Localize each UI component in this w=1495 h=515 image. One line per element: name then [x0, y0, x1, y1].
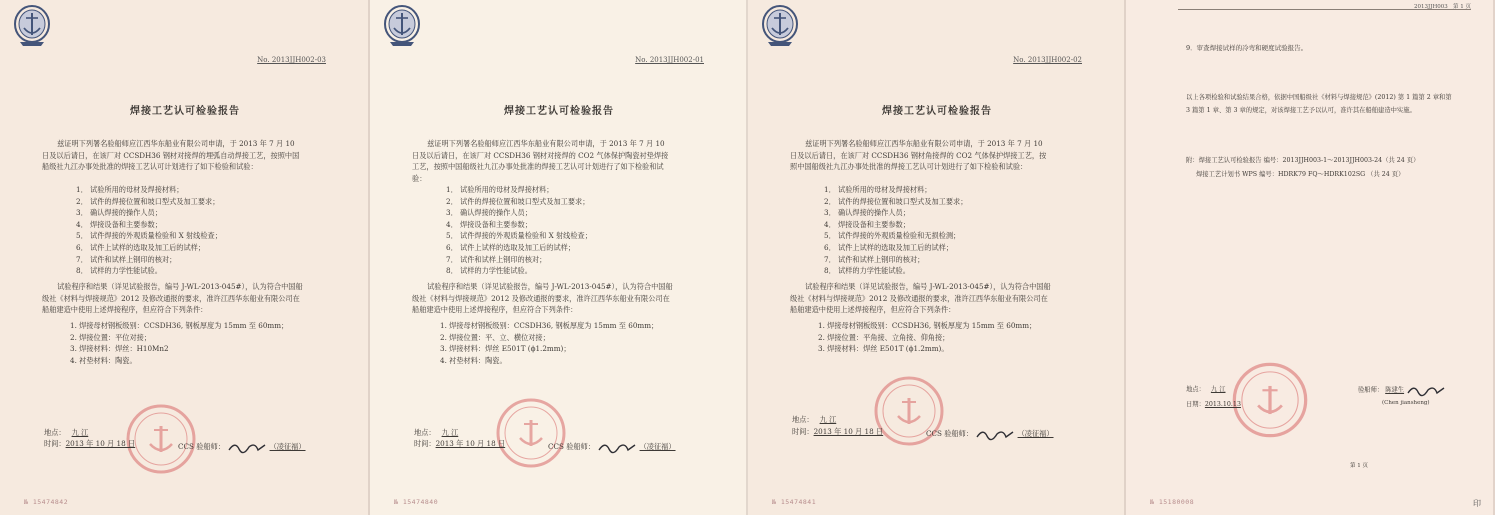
list-item: 1． 试验所用的母材及焊接材料； [446, 185, 554, 194]
surveyor-field: CCS 验船师： （凌征福） [926, 427, 1054, 441]
report-title: 焊接工艺认可检验报告 [504, 106, 614, 117]
official-seal-icon [494, 396, 568, 470]
signature-icon [1406, 383, 1446, 397]
list-item: 5． 试件焊接的外观质量检验和 X 射线检查； [446, 231, 592, 241]
condition-item: 4. 衬垫材料：陶瓷。 [70, 355, 137, 365]
result-paragraph: 试验程序和结果（详见试验报告，编号 J-WL-2013-045#），认为符合中国船级社《材料与焊接规范》2012 及修改通报的要求，准许江西华东船业有限公司在船舶建造中使用上述焊接程序，但应符合下列条件： [790, 282, 1051, 315]
list-item: 2． 试件的焊接位置和坡口型式及加工要求； [446, 196, 590, 206]
signature-icon [975, 427, 1015, 441]
result-paragraph: 试验程序和结果（详见试验报告，编号 J-WL-2013-045#），认为符合中国船级社《材料与焊接规范》2012 及修改通报的要求，准许江西华东船业有限公司在船舶建造中使用上述焊接程序，但应符合下列条件： [42, 282, 303, 315]
date-field: 时间：2013 年 10 月 18 日 [792, 427, 884, 436]
place-field: 地点： 九 江 [414, 428, 459, 437]
list-item: 4． 焊接设备和主要参数； [446, 219, 532, 229]
list-item: 7． 试件和试样上钢印的核对； [824, 254, 925, 264]
place-field: 地点： 九 江 [44, 428, 89, 437]
condition-item: 1. 焊接母材钢板级别：CCSDH36, 钢板厚度为 15mm 至 60mm； [70, 321, 289, 330]
inspection-item-list [824, 184, 967, 277]
list-item: 6． 试件上试样的选取及加工后的试样； [446, 242, 576, 252]
surveyor-pinyin: (Chen jiansheng) [1382, 400, 1430, 406]
date-field: 日期：2013.10.13 [1186, 401, 1241, 408]
list-item: 2． 试件的焊接位置和坡口型式及加工要求； [76, 196, 220, 206]
report-page-2 [370, 0, 748, 515]
list-item: 5． 试件焊接的外观质量检验和无损检测； [824, 231, 961, 241]
condition-item: 2. 焊接位置：平角接、立角接、仰角接； [818, 332, 950, 342]
date-field: 时间：2013 年 10 月 18 日 [44, 439, 136, 448]
place-field: 地点： 九 江 [1186, 386, 1226, 393]
place-field: 地点： 九 江 [792, 415, 837, 424]
list-item: 5． 试件焊接的外观质量检验和 X 射线检查； [76, 231, 222, 241]
document-number: No. 2013JJH002-03 [257, 56, 326, 64]
list-item: 7． 试件和试样上钢印的核对； [446, 254, 547, 264]
certificate-page-4 [1126, 0, 1495, 515]
serial-number: № 15474841 [772, 498, 817, 506]
intro-paragraph: 兹证明下列署名验船师应江西华东船业有限公司申请，于 2013 年 7 月 10 日及以后请日，在该厂对 CCSDH36 钢材角接焊的 CO2 气体保护焊接工艺，按照中国船级社九江办事处批准的焊接工艺认可计划进行了如下检验和试验： [790, 139, 1047, 172]
corner-mark: 印 [1473, 499, 1481, 508]
page-number: 第 1 页 [1350, 463, 1368, 469]
condition-item: 3. 焊接材料：焊丝 E501T (ϕ1.2mm)。 [818, 344, 949, 354]
list-item: 3． 确认焊接的操作人员； [446, 208, 532, 218]
attachment-line-1: 附：焊接工艺认可检验报告 编号：2013JJH003-1～2013JJH003-24（共 24 页） [1186, 157, 1420, 164]
document-number: No. 2013JJH002-02 [1013, 56, 1082, 64]
list-item: 3． 确认焊接的操作人员； [824, 208, 910, 218]
attachment-line-2: 焊接工艺计划书 WPS 编号：HDRK79 FQ～HDRK102SG （共 24 页） [1196, 171, 1405, 178]
inspection-item-list [76, 184, 222, 277]
serial-number: № 15180008 [1150, 498, 1195, 506]
result-paragraph: 试验程序和结果（详见试验报告，编号 J-WL-2013-045#），认为符合中国船级社《材料与焊接规范》2012 及修改通报的要求，准许江西华东船业有限公司在船舶建造中使用上述焊接程序，但应符合下列条件： [412, 282, 673, 315]
intro-paragraph: 兹证明下列署名验船师应江西华东船业有限公司申请，于 2013 年 7 月 10 日及以后请日，在该厂对 CCSDH36 钢材对接焊的埋弧自动焊接工艺，按照中国船级社九江办事处批准的焊接工艺认可计划进行了如下检验和试验： [42, 139, 300, 172]
document-number: No. 2013JJH002-01 [635, 56, 704, 64]
list-item: 8． 试样的力学性能试验。 [76, 266, 162, 276]
date-field: 时间：2013 年 10 月 18 日 [414, 439, 506, 448]
list-item: 8． 试样的力学性能试验。 [824, 266, 910, 276]
signature-icon [597, 440, 637, 454]
official-seal-icon [1230, 360, 1310, 440]
list-item: 2． 试件的焊接位置和坡口型式及加工要求； [824, 196, 968, 206]
condition-item: 4. 衬垫材料：陶瓷。 [440, 355, 507, 365]
serial-number: № 15474842 [24, 498, 69, 506]
condition-list [818, 320, 1036, 355]
inspection-item-list [446, 184, 592, 277]
ccs-anchor-logo-icon [12, 4, 52, 48]
report-page-1 [0, 0, 370, 515]
intro-paragraph: 兹证明下列署名验船师应江西华东船业有限公司申请，于 2013 年 7 月 10 日及以后请日，在该厂对 CCSDH36 钢材对接焊的 CO2 气体保护陶瓷衬垫焊接工艺，按照中国船级社九江办事处批准的焊接工艺认可计划进行了如下检验和试验： [412, 139, 669, 183]
ccs-anchor-logo-icon [760, 4, 800, 48]
list-item: 6． 试件上试样的选取及加工后的试样； [76, 242, 206, 252]
condition-list [440, 320, 658, 366]
item-nine: 9．审查焊接试样的冷弯和硬度试验报告。 [1186, 44, 1308, 52]
header-label: 2013JJH003 第 1 页 [1414, 4, 1471, 10]
report-title: 焊接工艺认可检验报告 [130, 106, 240, 117]
condition-list [70, 320, 288, 366]
condition-item: 3. 焊接材料：焊丝：H10Mn2 [70, 344, 169, 354]
signature-icon [227, 440, 267, 454]
list-item: 8． 试样的力学性能试验。 [446, 266, 532, 276]
condition-item: 2. 焊接位置：平、立、横位对接； [440, 332, 550, 342]
list-item: 1． 试验所用的母材及焊接材料； [824, 185, 932, 194]
list-item: 7． 试件和试样上钢印的核对； [76, 254, 177, 264]
report-title: 焊接工艺认可检验报告 [882, 106, 992, 117]
serial-number: № 15474840 [394, 498, 439, 506]
report-page-3 [748, 0, 1126, 515]
surveyor-field: CCS 验船师： （凌征福） [548, 440, 676, 454]
list-item: 4． 焊接设备和主要参数； [76, 219, 162, 229]
ccs-anchor-logo-icon [382, 4, 422, 48]
list-item: 1． 试验所用的母材及焊接材料； [76, 185, 184, 194]
condition-item: 2. 焊接位置：平位对接； [70, 332, 152, 342]
list-item: 6． 试件上试样的选取及加工后的试样； [824, 242, 954, 252]
list-item: 4． 焊接设备和主要参数； [824, 219, 910, 229]
approval-paragraph: 以上各项检验和试验结果合格，依据中国船级社《材料与焊接规范》(2012) 第 1 篇第 2 章和第 3 篇第 1 章、第 3 章的规定，对该焊接工艺予以认可，准许其在船舶建造中实施。 [1186, 94, 1452, 114]
surveyor-field: CCS 验船师： （凌征福） [178, 440, 306, 454]
condition-item: 1. 焊接母材钢板级别：CCSDH36, 钢板厚度为 15mm 至 60mm； [440, 321, 659, 330]
surveyor-field: 验船师： 陈建生 [1358, 383, 1446, 397]
condition-item: 1. 焊接母材钢板级别：CCSDH36, 钢板厚度为 15mm 至 60mm； [818, 321, 1037, 330]
list-item: 3． 确认焊接的操作人员； [76, 208, 162, 218]
condition-item: 3. 焊接材料：焊丝 E501T (ϕ1.2mm)； [440, 344, 571, 354]
